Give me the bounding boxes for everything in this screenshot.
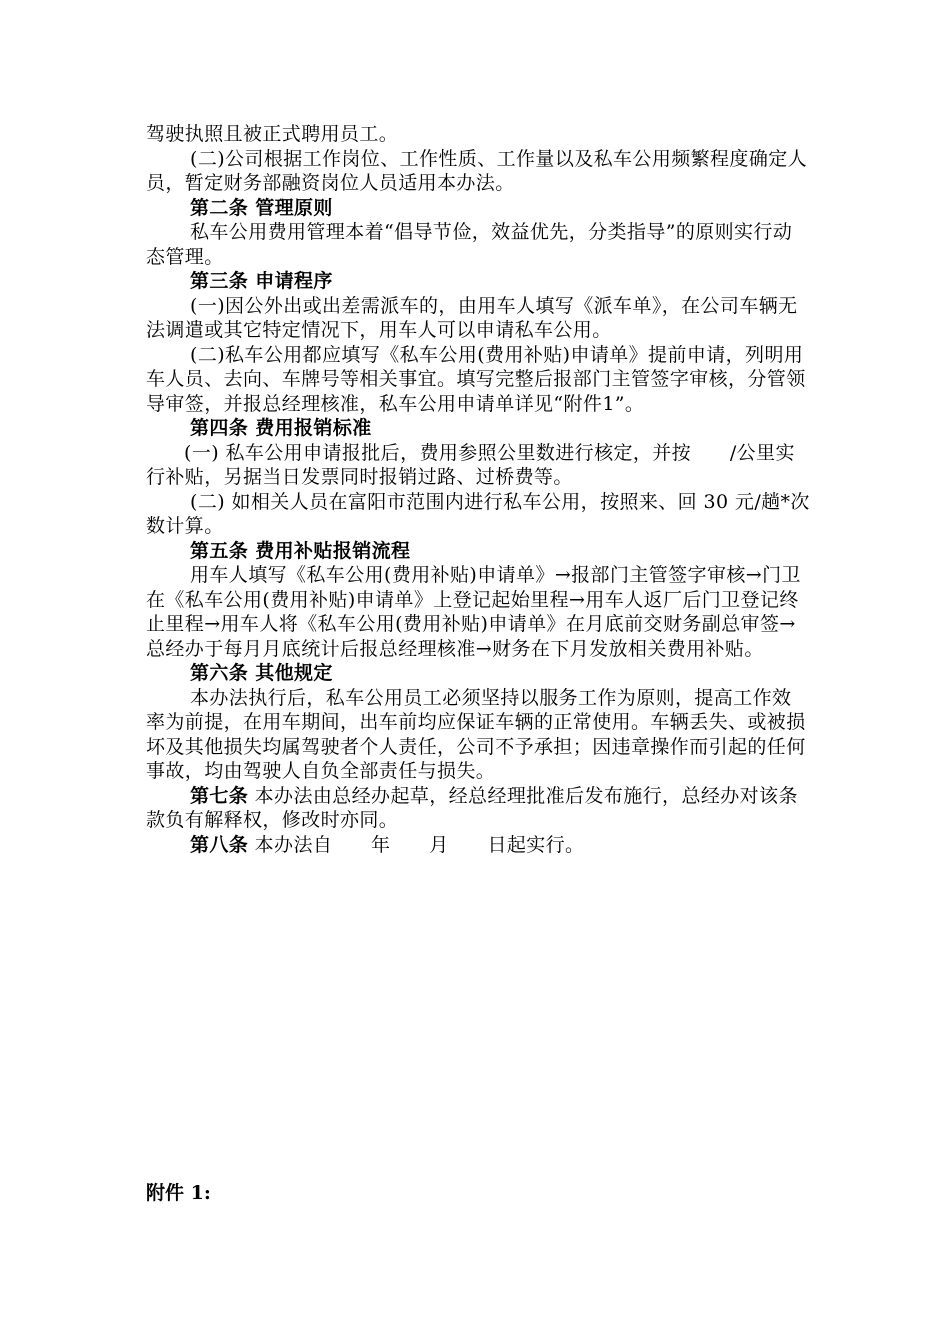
article-8-text: 本办法自 年 月 日起实行。: [248, 833, 585, 856]
paragraph-process: 用车人填写《私车公用(费用补贴)申请单》→报部门主管签字审核→门卫在《私车公用(费用补贴)申请单》上登记起始里程→用车人返厂后门卫登记终止里程→用车人将《私车公用(费用补贴)申请单》在月底前交财务副总审签→总经办于每月月底统计后报总经理核准→财务在下月发放相关费用补贴。: [146, 564, 801, 660]
paragraph-article-7: [146, 784, 810, 833]
article-8-label: 第八条: [190, 833, 249, 856]
paragraph-principle: 私车公用费用管理本着“倡导节俭，效益优先，分类指导”的原则实行动态管理。: [146, 221, 793, 268]
article-7-text: 本办法由总经办起草，经总经理批准后发布施行，总经办对该条款负有解释权，修改时亦同。: [146, 784, 798, 831]
heading-article-6: 第六条 其他规定: [190, 662, 333, 684]
paragraph-procedure-1: (一)因公外出或出差需派车的，由用车人填写《派车单》，在公司车辆无法调遣或其它特定情况下，用车人可以申请私车公用。: [146, 294, 798, 341]
heading-article-3: 第三条 申请程序: [190, 270, 333, 292]
paragraph-scope-2: (二)公司根据工作岗位、工作性质、工作量以及私车公用频繁程度确定人员，暂定财务部融资岗位人员适用本办法。: [146, 147, 808, 194]
paragraph-article-8: [146, 833, 810, 858]
attachment-label: 附件 1:: [146, 1182, 211, 1204]
heading-article-4: 第四条 费用报销标准: [190, 417, 372, 439]
paragraph-standard-2: (二) 如相关人员在富阳市范围内进行私车公用，按照来、回 30 元/趟*次数计算。: [146, 490, 810, 537]
article-7-label: 第七条: [190, 784, 249, 807]
heading-article-2: 第二条 管理原则: [190, 196, 333, 219]
paragraph-other-rules: 本办法执行后，私车公用员工必须坚持以服务工作为原则，提高工作效率为前提，在用车期间，出车前均应保证车辆的正常使用。车辆丢失、或被损坏及其他损失均属驾驶者个人责任，公司不予承担；因违章操作而引起的任何事故，均由驾驶人自负全部责任与损失。: [146, 686, 806, 782]
document-body: [146, 122, 810, 857]
paragraph-continuation: 驾驶执照且被正式聘用员工。: [146, 123, 399, 145]
heading-article-5: 第五条 费用补贴报销流程: [190, 539, 411, 562]
paragraph-procedure-2: (二)私车公用都应填写《私车公用(费用补贴)申请单》提前申请，列明用车人员、去向、车牌号等相关事宜。填写完整后报部门主管签字审核，分管领导审签，并报总经理核准，私车公用申请单详见“附件1”。: [146, 343, 806, 415]
paragraph-standard-1: (一) 私车公用申请报批后，费用参照公里数进行核定，并按 /公里实行补贴，另据当日发票同时报销过路、过桥费等。: [146, 441, 795, 488]
